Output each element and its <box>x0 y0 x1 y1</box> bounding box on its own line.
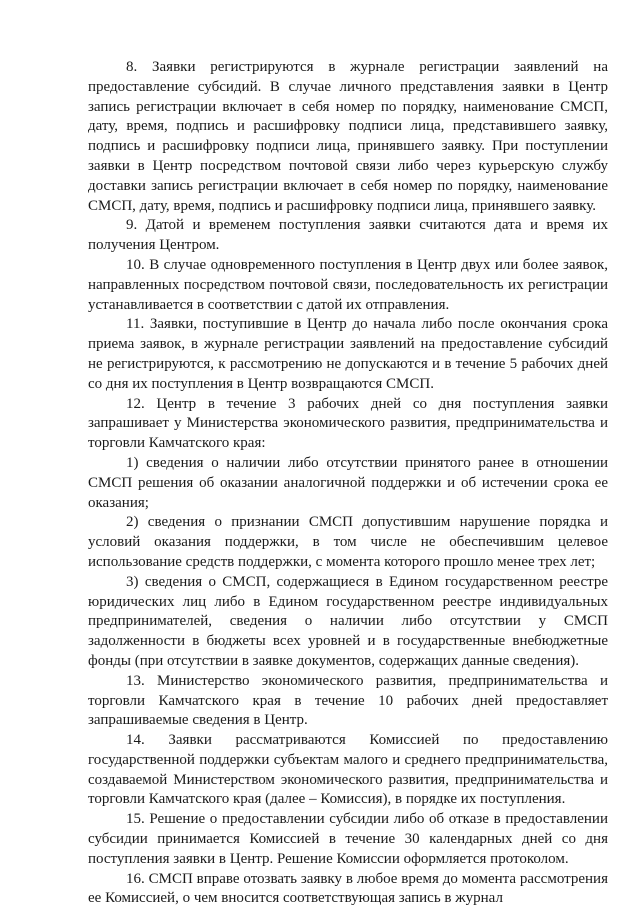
paragraph-12-item-1: 1) сведения о наличии либо отсутствии принятого ранее в отношении СМСП решения об оказании аналогичной поддержки и об истечении срока ее оказания; <box>88 454 608 511</box>
paragraph-11: 11. Заявки, поступившие в Центр до начала либо после окончания срока приема заявок, в журнале регистрации заявлений на предоставление субсидий не регистрируются, к рассмотрению не допускаются и в течение 5 рабочих дней со дня их поступления в Центр возвращаются СМСП. <box>88 316 608 392</box>
paragraph-12: 12. Центр в течение 3 рабочих дней со дня поступления заявки запрашивает у Министерства экономического развития, предпринимательства и торговли Камчатского края: <box>88 395 608 452</box>
document-page <box>88 58 608 909</box>
paragraph-9: 9. Датой и временем поступления заявки считаются дата и время их получения Центром. <box>88 217 608 254</box>
paragraph-15: 15. Решение о предоставлении субсидии либо об отказе в предоставлении субсидии принимается Комиссией в течение 30 календарных дней со дня поступления заявки в Центр. Решение Комиссии оформляется протоколом. <box>88 811 608 867</box>
paragraph-10: 10. В случае одновременного поступления в Центр двух или более заявок, направленных посредством почтовой связи, последовательность их регистрации устанавливается в соответствии с датой их отправления. <box>88 256 608 313</box>
paragraph-8: 8. Заявки регистрируются в журнале регистрации заявлений на предоставление субсидий. В случае личного представления заявки в Центр запись регистрации включает в себя номер по порядку, наименование СМСП, дату, время, подпись и расшифровку подписи лица, представившего заявку, подпись и расшифровку подписи лица, принявшего заявку. При поступлении заявки в Центр посредством почтовой связи либо через курьерскую службу доставки запись регистрации включает в себя номер по порядку, наименование СМСП, дату, время, подпись и расшифровку подписи лица, принявшего заявку. <box>88 59 608 214</box>
paragraph-14: 14. Заявки рассматриваются Комиссией по предоставлению государственной поддержки субъектам малого и среднего предпринимательства, создаваемой Министерством экономического развития, предпринимательства и торговли Камчатского края (далее – Комиссия), в порядке их поступления. <box>88 732 608 808</box>
paragraph-12-item-3: 3) сведения о СМСП, содержащиеся в Едином государственном реестре юридических лиц либо в Едином государственном реестре индивидуальных предпринимателей, сведения о наличии либо отсутствии у СМСП задолженности в бюджеты всех уровней и в государственные внебюджетные фонды (при отсутствии в заявке документов, содержащих данные сведения). <box>88 573 608 669</box>
paragraph-16: 16. СМСП вправе отозвать заявку в любое время до момента рассмотрения ее Комиссией, о чем вносится соответствующая запись в журнал <box>88 870 608 907</box>
paragraph-12-item-2: 2) сведения о признании СМСП допустившим нарушение порядка и условий оказания поддержки, в том числе не обеспечившим целевое использование средств поддержки, с момента которого прошло менее трех лет; <box>88 514 608 570</box>
paragraph-13: 13. Министерство экономического развития, предпринимательства и торговли Камчатского края в течение 10 рабочих дней предоставляет запрашиваемые сведения в Центр. <box>88 672 608 729</box>
